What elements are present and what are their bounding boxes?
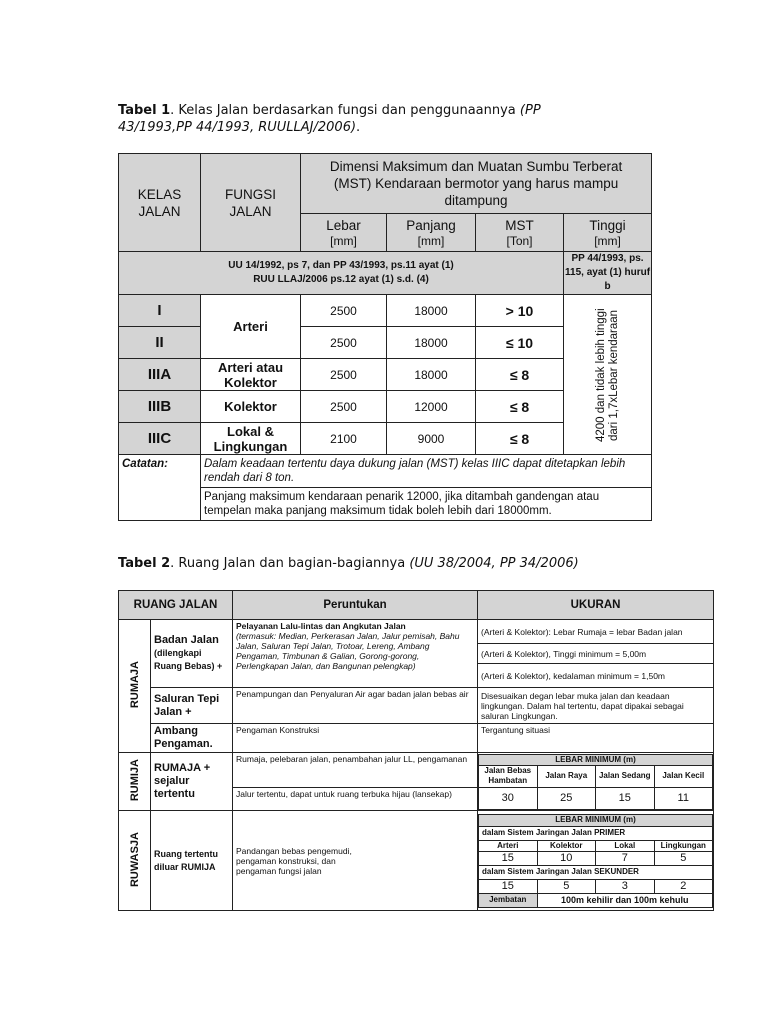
ruwasja-col-header: Lokal (596, 840, 655, 851)
lebar-cell: 2500 (301, 391, 387, 423)
badan-jalan-cell (151, 620, 233, 688)
ruwasja-label-cell (119, 811, 151, 911)
table1 (118, 153, 652, 521)
kelas-cell: IIIA (119, 359, 201, 391)
reference-line-2: RUU LLAJ/2006 ps.12 ayat (1) s.d. (4) (253, 274, 429, 285)
rumija-col-header: Jalan Kecil (654, 765, 713, 787)
saluran-ukuran: Disesuaikan degan lebar muka jalan dan keadaan lingkungan. Dalam hal tertentu, dapat dipakai sebagai saluran Lingkungan. (478, 688, 714, 724)
table1-caption-text: . Kelas Jalan berdasarkan fungsi dan penggunaannya (170, 103, 520, 118)
ambang-peruntukan: Pengaman Konstruksi (233, 724, 478, 753)
badan-jalan-peruntukan (233, 620, 478, 688)
header-mst-label: MST (505, 218, 534, 233)
tinggi-cell (564, 295, 652, 455)
badan-jalan-peruntukan-detail: (termasuk: Median, Perkerasan Jalan, Jalur pemisah, Bahu Jalan, Saluran Tepi Jalan, Trotoar, Lereng, Ambang Pengaman, Timbunan & Galian, Gorong-gorong, Perlengkapan Jalan, dan Bangunan pelengkap) (236, 631, 460, 671)
catatan-1: Dalam keadaan tertentu daya dukung jalan (MST) kelas IIIC dapat ditetapkan lebih rendah dari 8 ton. (201, 455, 652, 488)
primer-value: 5 (654, 851, 713, 865)
lebar-cell: 2500 (301, 359, 387, 391)
sekunder-value: 5 (537, 879, 596, 893)
mst-cell: ≤ 8 (476, 359, 564, 391)
rumija-value: 11 (654, 787, 713, 809)
ambang-label: Ambang Pengaman. (151, 724, 233, 753)
ruwasja-peruntukan-2: pengaman konstruksi, dan (236, 855, 336, 866)
rumija-ukuran (478, 753, 714, 811)
table2-caption-ref: (UU 38/2004, PP 34/2006) (409, 556, 579, 571)
header-tinggi-unit: [mm] (594, 234, 621, 248)
rumija-value: 15 (596, 787, 655, 809)
table1-caption-end: . (356, 120, 361, 135)
header-ukuran: UKURAN (478, 591, 714, 620)
mst-cell: ≤ 10 (476, 327, 564, 359)
ambang-ukuran: Tergantung situasi (478, 724, 714, 753)
header-fungsi: FUNGSI JALAN (201, 154, 301, 252)
header-panjang-unit: [mm] (417, 234, 445, 248)
catatan-2: Panjang maksimum kendaraan penarik 12000, jika ditambah gandengan atau tempelan maka panjang maksimum tidak boleh lebih dari 18000mm. (201, 488, 652, 521)
header-lebar-label: Lebar (326, 218, 361, 233)
mst-cell: > 10 (476, 295, 564, 327)
header-tinggi (564, 214, 652, 252)
ruwasja-peruntukan (233, 811, 478, 911)
rumija-col-header: Jalan Bebas Hambatan (479, 765, 538, 787)
table2-caption-text: . Ruang Jalan dan bagian-bagiannya (170, 556, 410, 571)
ruwasja-ukuran (478, 811, 714, 911)
rumija-label-cell (119, 753, 151, 811)
sekunder-value: 2 (654, 879, 713, 893)
rumija-peruntukan (233, 753, 478, 811)
panjang-cell: 12000 (387, 391, 476, 423)
table1-caption-ref1: (PP (519, 103, 541, 118)
header-lebar (301, 214, 387, 252)
rumija-desc: RUMAJA + sejalur tertentu (151, 753, 233, 811)
table1-caption-ref2: 43/1993,PP 44/1993, RUULLAJ/2006) (118, 120, 357, 135)
ruwasja-lebar-minimum-header: LEBAR MINIMUM (m) (479, 814, 713, 826)
ruwasja-desc: Ruang tertentu diluar RUMIJA (151, 811, 233, 911)
kelas-cell: IIIC (119, 423, 201, 455)
saluran-label: Saluran Tepi Jalan + (151, 688, 233, 724)
header-panjang-label: Panjang (406, 218, 456, 233)
sekunder-value: 3 (596, 879, 655, 893)
lebar-cell: 2500 (301, 295, 387, 327)
ruwasja-col-header: Arteri (479, 840, 538, 851)
rumija-value: 30 (479, 787, 538, 809)
header-peruntukan: Peruntukan (233, 591, 478, 620)
rumija-lebar-minimum-header: LEBAR MINIMUM (m) (479, 754, 713, 765)
rumaja-label-cell (119, 620, 151, 753)
ruwasja-peruntukan-1: Pandangan bebas pengemudi, (236, 845, 352, 856)
sekunder-value: 15 (479, 879, 538, 893)
fungsi-cell: Kolektor (201, 391, 301, 423)
panjang-cell: 18000 (387, 295, 476, 327)
rumija-lebar-table (478, 754, 713, 810)
badan-jalan-peruntukan-title: Pelayanan Lalu-lintas dan Angkutan Jalan (236, 621, 406, 631)
table1-caption-label: Tabel 1 (118, 103, 171, 118)
table1-caption (118, 102, 678, 136)
header-mst (476, 214, 564, 252)
ruwasja-lebar-table (478, 814, 713, 908)
reference-tinggi: PP 44/1993, ps. 115, ayat (1) huruf b (564, 252, 652, 295)
primer-value: 10 (537, 851, 596, 865)
saluran-peruntukan: Penampungan dan Penyaluran Air agar badan jalan bebas air (233, 688, 478, 724)
ukuran-1: (Arteri & Kolektor): Lebar Rumaja = lebar Badan jalan (478, 620, 714, 644)
mst-cell: ≤ 8 (476, 423, 564, 455)
header-tinggi-label: Tinggi (589, 218, 626, 233)
lebar-cell: 2500 (301, 327, 387, 359)
jembatan-label: Jembatan (479, 893, 538, 907)
table2 (118, 590, 714, 911)
fungsi-cell: Arteri (201, 295, 301, 359)
badan-jalan-label: Badan Jalan (154, 634, 219, 646)
ruwasja-col-header: Kolektor (537, 840, 596, 851)
table-row (119, 295, 652, 327)
sekunder-label: dalam Sistem Jaringan Jalan SEKUNDER (479, 865, 713, 879)
panjang-cell: 18000 (387, 359, 476, 391)
primer-label: dalam Sistem Jaringan Jalan PRIMER (479, 826, 713, 840)
rumija-col-header: Jalan Raya (537, 765, 596, 787)
badan-jalan-sub: (dilengkapi Ruang Bebas) + (154, 648, 223, 671)
kelas-cell: II (119, 327, 201, 359)
ukuran-3: (Arteri & Kolektor), kedalaman minimum = 1,50m (478, 664, 714, 688)
header-panjang (387, 214, 476, 252)
catatan-label: Catatan: (119, 455, 201, 521)
reference-row (119, 252, 564, 295)
ukuran-2: (Arteri & Kolektor), Tinggi minimum = 5,00m (478, 644, 714, 664)
header-kelas: KELAS JALAN (119, 154, 201, 252)
lebar-cell: 2100 (301, 423, 387, 455)
fungsi-cell: Lokal & Lingkungan (201, 423, 301, 455)
rumaja-label: RUMAJA (128, 661, 141, 709)
rumija-value: 25 (537, 787, 596, 809)
rumija-col-header: Jalan Sedang (596, 765, 655, 787)
header-ruang-jalan: RUANG JALAN (119, 591, 233, 620)
header-lebar-unit: [mm] (330, 234, 357, 248)
tinggi-vertical-text: 4200 dan tidak lebih tinggi dari 1,7xLebar kendaraan (594, 307, 620, 442)
table2-caption (118, 555, 678, 572)
mst-cell: ≤ 8 (476, 391, 564, 423)
ruwasja-col-header: Lingkungan (654, 840, 713, 851)
panjang-cell: 9000 (387, 423, 476, 455)
ruwasja-label: RUWASJA (128, 831, 141, 887)
fungsi-cell: Arteri atau Kolektor (201, 359, 301, 391)
table2-caption-label: Tabel 2 (118, 556, 171, 571)
kelas-cell: IIIB (119, 391, 201, 423)
rumija-peruntukan-2: Jalur tertentu, dapat untuk ruang terbuka hijau (lansekap) (236, 789, 452, 799)
panjang-cell: 18000 (387, 327, 476, 359)
jembatan-value: 100m kehilir dan 100m kehulu (537, 893, 713, 907)
primer-value: 15 (479, 851, 538, 865)
header-mst-unit: [Ton] (506, 234, 533, 248)
kelas-cell: I (119, 295, 201, 327)
ruwasja-peruntukan-3: pengaman fungsi jalan (236, 865, 322, 876)
rumija-peruntukan-1: Rumaja, pelebaran jalan, penambahan jalur LL, pengamanan (233, 753, 477, 788)
primer-value: 7 (596, 851, 655, 865)
header-dimensi: Dimensi Maksimum dan Muatan Sumbu Terberat (MST) Kendaraan bermotor yang harus mampu ditampung (301, 154, 652, 214)
reference-line-1: UU 14/1992, ps 7, dan PP 43/1993, ps.11 ayat (1) (228, 260, 454, 271)
rumija-label: RUMIJA (128, 759, 141, 802)
